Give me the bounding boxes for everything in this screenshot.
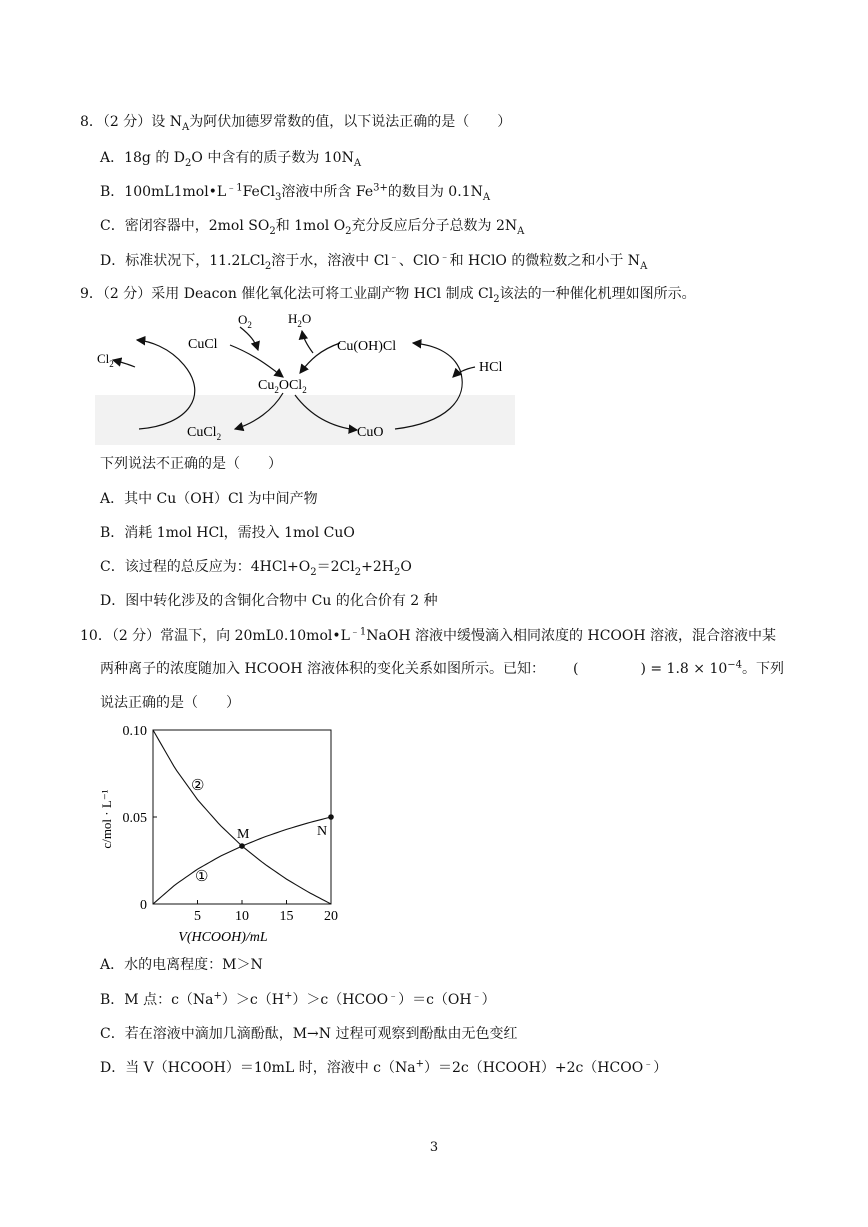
q8-option-c: C．密闭容器中，2mol $SO_2$和 1mol $O_2$充分反应后分子总数为 $2N_A$ [100,218,525,237]
q9-option-c: C．该过程的总反应为：$4HCl+O_2=2Cl_2+2H_2O$ [100,559,412,578]
arrow-cucl-to-cu2ocl2 [230,345,283,377]
q10-stem-line2: 两种离子的浓度随加入 HCOOH 溶液体积的变化关系如图所示。已知： ( ) = $1.8 \times 10^{-4}$。下列 [100,659,785,677]
label-cuo: CuO [357,425,384,440]
y-tick-label: 0.05 [122,811,147,826]
q8-option-d: D．标准状况下，11.2LCl$_2$溶于水，溶液中 Cl﹣、ClO﹣和 HClO 的微粒数之和小于 $N_A$ [100,251,648,272]
y-axis-label: c/mol · L⁻¹ [99,789,114,849]
label-hcl: HCl [479,360,503,375]
series-2-label: ② [191,778,205,794]
series-1-label: ① [195,869,209,885]
point-m [239,843,245,849]
x-tick-label: 20 [324,909,338,924]
label-cu2ocl2: $Cu_2OCl_2$ [258,378,307,395]
label-cuohcl: Cu(OH)Cl [337,339,397,354]
q9-option-d: D．图中转化涉及的含铜化合物中 Cu 的化合价有 2 种 [100,593,438,609]
q10-option-a: A．水的电离程度：M＞N [100,957,263,973]
x-axis-label: V(HCOOH)/mL [178,930,268,945]
q10-option-c: C．若在溶液中滴加几滴酚酞，M→N 过程可观察到酚酞由无色变红 [100,1026,518,1042]
x-tick-label: 10 [235,909,249,924]
arrow-hcl-in [453,367,475,377]
page-number: 3 [429,1140,439,1155]
point-label-n: N [317,824,328,839]
q8-option-a: A．18g 的 $D_2O$ 中含有的质子数为 $10N_A$ [100,150,362,169]
arrow-h2o-out [302,331,313,353]
label-h2o: $H_2O$ [288,311,312,329]
x-tick-label: 15 [279,909,294,924]
point-n [328,814,334,820]
arrow-cl2-out [113,360,135,367]
catalytic-cycle-diagram [95,305,515,445]
y-tick-label: 0.10 [122,724,147,739]
label-cucl2: CuCl$_2$ [187,425,222,442]
q9-option-b: B．消耗 1mol HCl，需投入 1mol CuO [100,525,355,541]
q10-stem-line3: 说法正确的是（ ） [100,695,240,711]
concentration-chart [95,715,355,945]
q8-stem: 8．（2 分）设 $N_A$为阿伏加德罗常数的值，以下说法正确的是（ ） [80,114,512,133]
q9-option-a: A．其中 Cu（OH）Cl 为中间产物 [100,491,318,507]
label-cucl: CuCl [188,337,218,352]
label-cl2: $Cl_2$ [97,351,114,369]
arrow-o2-in [240,327,258,350]
diagram-shade [95,395,515,445]
q9-prompt: 下列说法不正确的是（ ） [100,456,282,472]
chart-frame [153,730,331,904]
q10-option-d: D．当 V（HCOOH）＝10mL 时，溶液中 c（Na+）＝2c（HCOOH）+2c（HCOO﹣） [100,1058,668,1076]
point-label-m: M [237,827,250,843]
y-tick-label: 0 [140,898,147,913]
label-o2: $O_2$ [238,312,252,330]
q9-stem: 9．（2 分）采用 Deacon 催化氧化法可将工业副产物 HCl 制成 $Cl_2$该法的一种催化机理如图所示。 [80,286,696,305]
q8-option-b: B．$100mL1mol•L^{﹣1}FeCl_3$溶液中所含 $Fe^{3+}$的数目为 $0.1N_A$ [100,182,491,203]
q10-stem: 10．（2 分）常温下，向 $20mL0.10mol•L^{﹣1}NaOH$ 溶液中缓慢滴入相同浓度的 HCOOH 溶液，混合溶液中某 [80,626,777,644]
arrow-cuohcl-to-cu2ocl2 [300,343,340,373]
series-2-line [153,730,331,904]
q10-option-b: B．M 点：c（Na+）＞c（H+）＞c（HCOO﹣）＝c（OH﹣） [100,990,496,1008]
x-tick-label: 5 [194,909,201,924]
